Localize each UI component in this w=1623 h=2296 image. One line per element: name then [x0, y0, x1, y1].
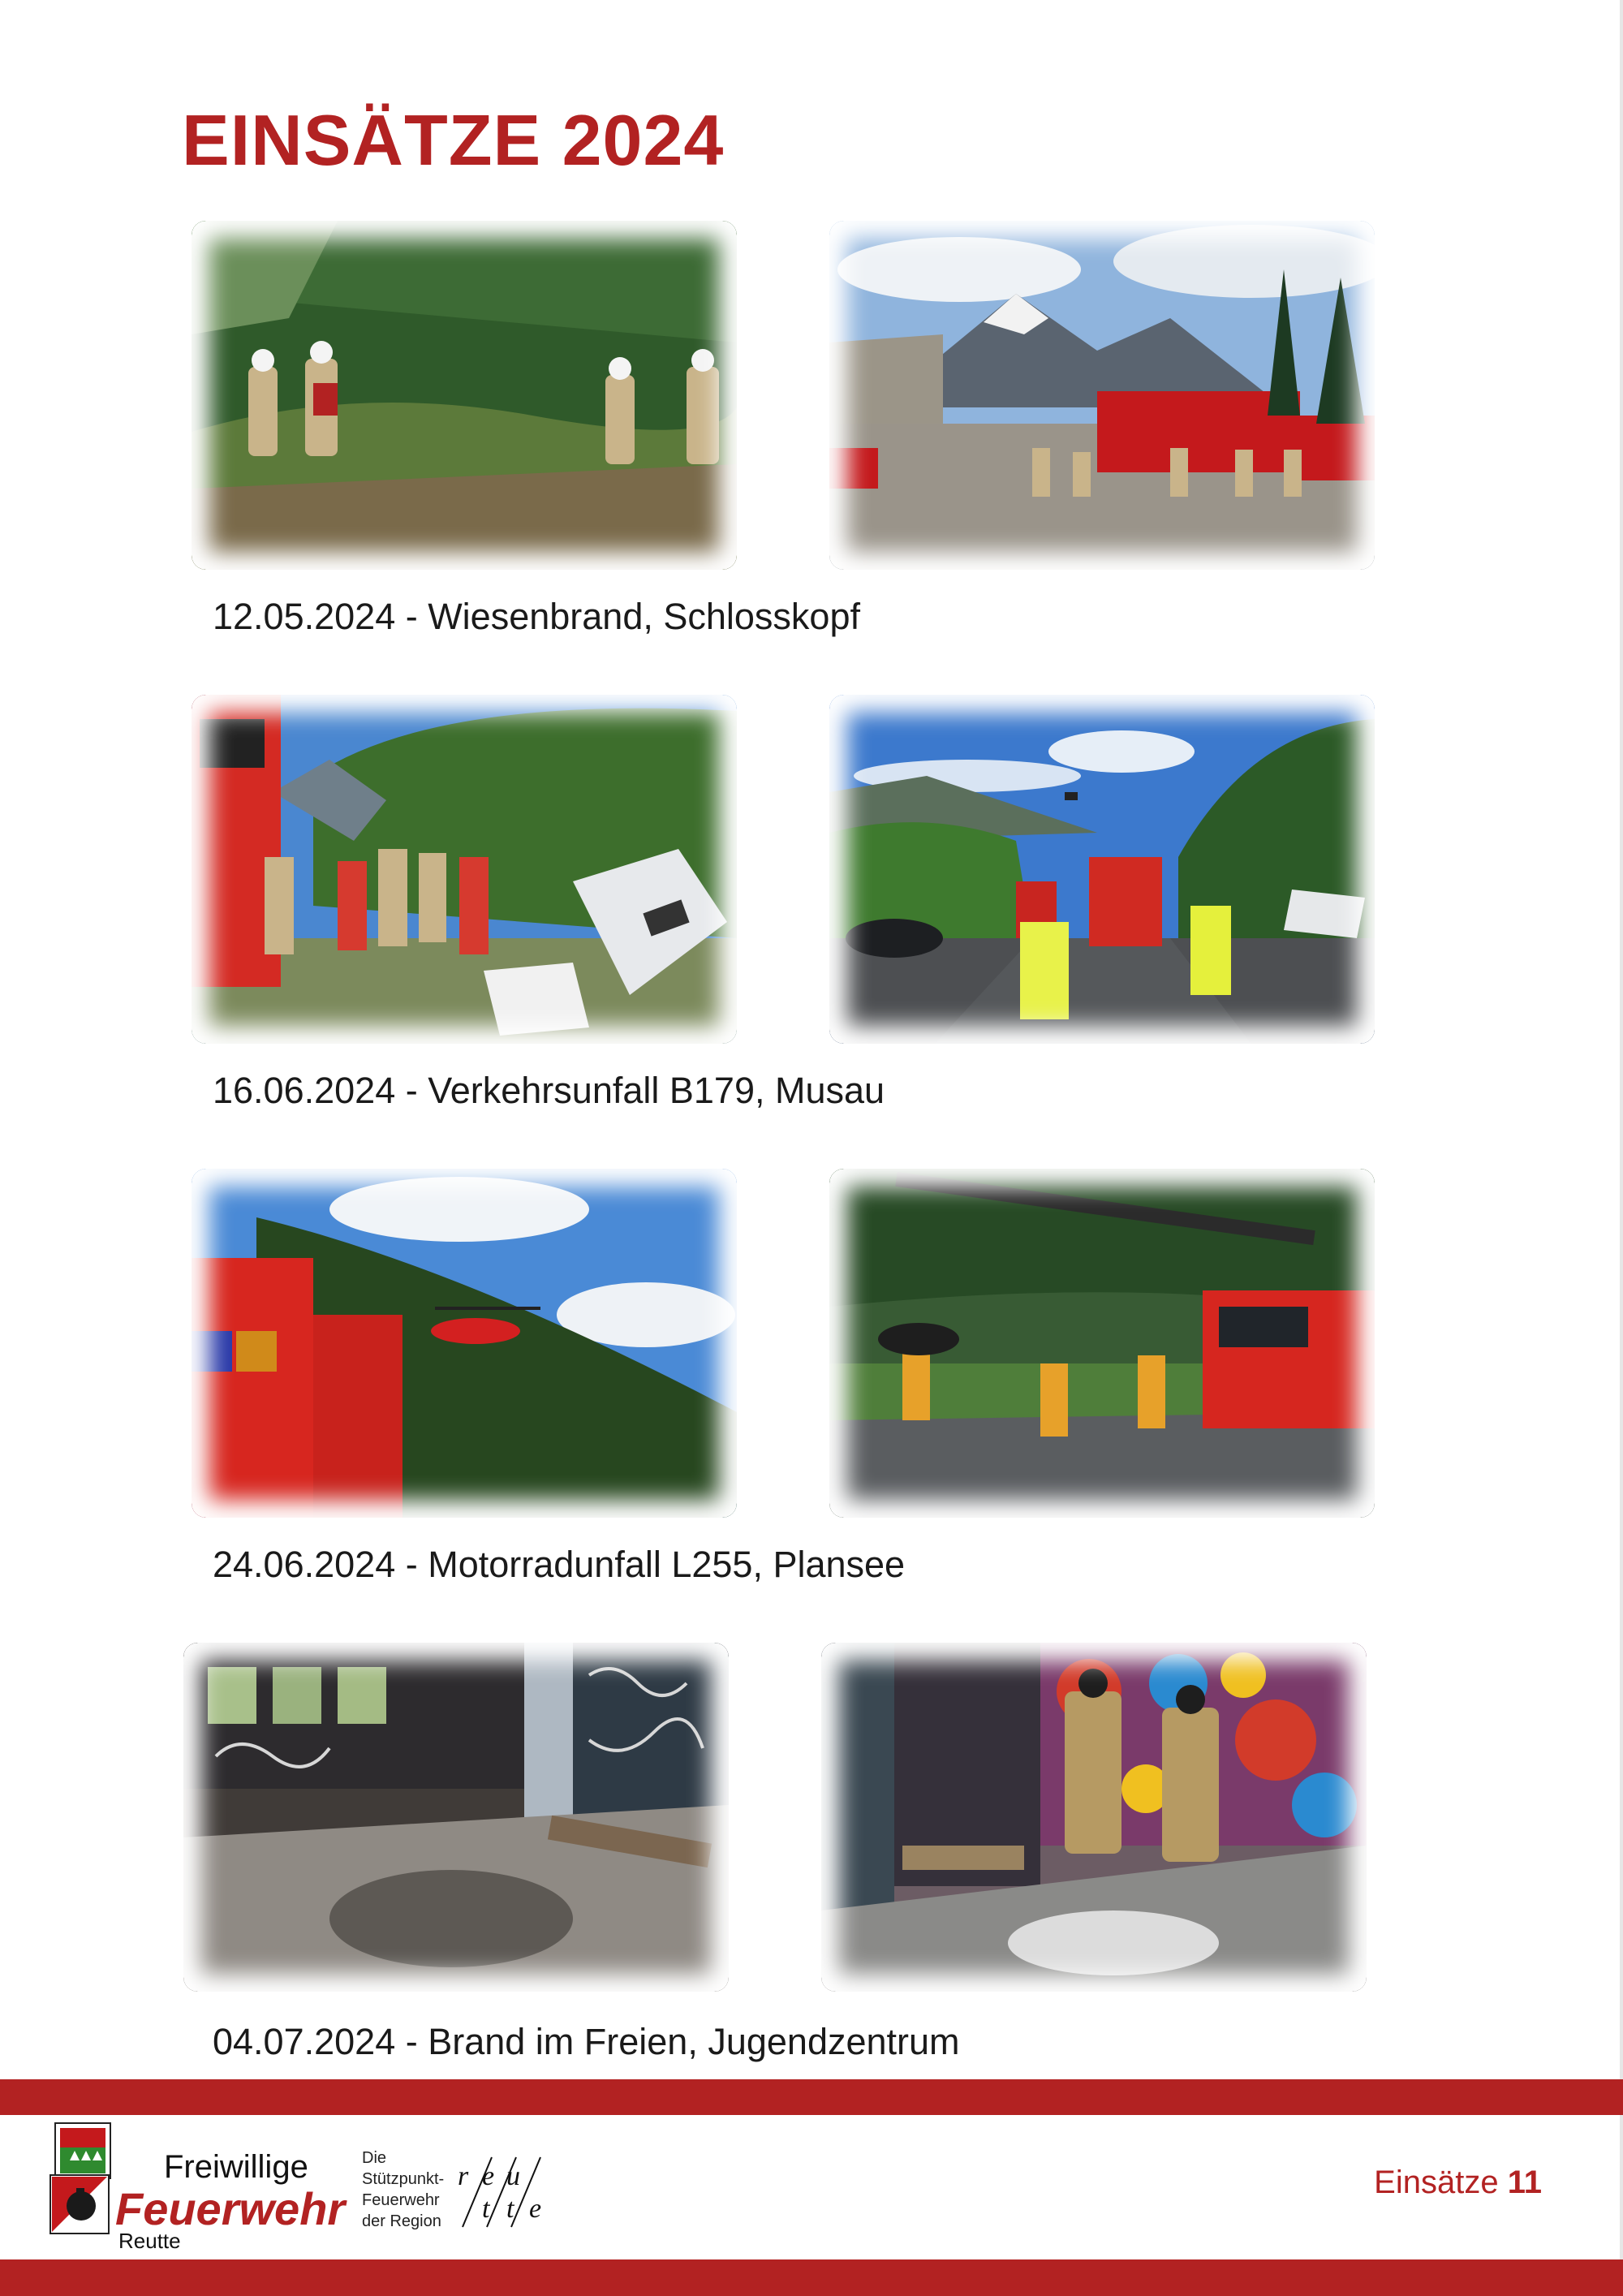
burnt-graffiti-shelter-photo	[183, 1643, 729, 1992]
incident-caption: 04.07.2024 - Brand im Freien, Jugendzentrum	[213, 2021, 960, 2062]
svg-text:t: t	[482, 2194, 490, 2224]
logo-line-freiwillige: Freiwillige	[164, 2149, 308, 2185]
reutte-region-wordmark	[454, 2156, 552, 2233]
svg-text:e: e	[529, 2194, 542, 2224]
region-tagline-line: der Region	[362, 2212, 441, 2230]
region-tagline-line: Stützpunkt-	[362, 2170, 445, 2188]
crane-truck-motorcycle-recovery-photo	[829, 1169, 1375, 1518]
footer-bottom-band	[0, 2259, 1623, 2296]
fire-trucks-mountain-road-photo	[829, 221, 1375, 570]
page-edge-rule	[1620, 0, 1623, 2296]
svg-text:e: e	[482, 2161, 495, 2191]
region-tagline-line: Feuerwehr	[362, 2191, 440, 2209]
rescue-helicopter-over-forest-photo	[192, 1169, 737, 1518]
page-footer-label	[1374, 2162, 1542, 2203]
incident-caption: 12.05.2024 - Wiesenbrand, Schlosskopf	[213, 596, 860, 637]
section-label: Einsätze	[1374, 2165, 1499, 2200]
svg-text:u: u	[506, 2161, 520, 2191]
footer-top-band	[0, 2079, 1623, 2115]
firefighters-on-forest-slope-photo	[192, 221, 737, 570]
firefighters-sweeping-ashes-photo	[821, 1643, 1367, 1992]
incident-caption: 16.06.2024 - Verkehrsunfall B179, Musau	[213, 1070, 885, 1111]
logo-line-feuerwehr: Feuerwehr	[115, 2183, 346, 2234]
page-title: EINSÄTZE 2024	[182, 100, 725, 180]
crashed-camper-rescue-photo	[192, 695, 737, 1044]
fire-brigade-emblem-icon	[49, 2173, 110, 2239]
logo-line-reutte: Reutte	[118, 2229, 181, 2253]
svg-text:r: r	[458, 2161, 469, 2191]
region-tagline-line: Die	[362, 2149, 387, 2167]
svg-text:t: t	[506, 2194, 514, 2224]
incident-caption: 24.06.2024 - Motorradunfall L255, Plansee	[213, 1544, 906, 1585]
page-number: 11	[1507, 2165, 1542, 2200]
region-tagline	[362, 2147, 444, 2232]
accident-road-helicopter-photo	[829, 695, 1375, 1044]
